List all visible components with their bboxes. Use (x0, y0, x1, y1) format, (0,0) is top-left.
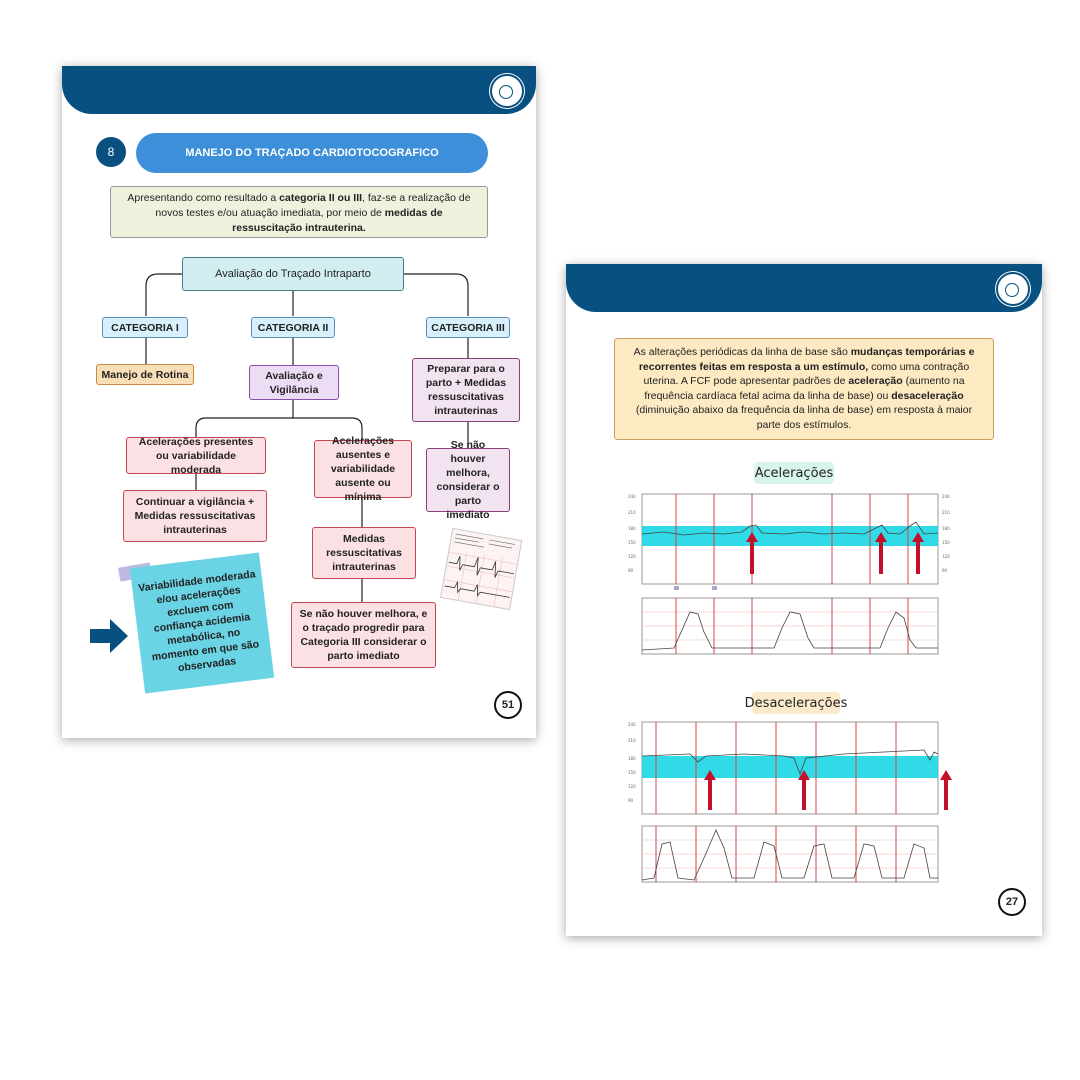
svg-text:240: 240 (628, 722, 636, 727)
desc-text-3: (aumento na frequência cardíaca fetal acima da linha de base) ou (644, 375, 965, 402)
svg-text:180: 180 (942, 526, 950, 531)
ctg-thumbnail-image (438, 528, 524, 612)
page-51 (62, 66, 536, 738)
category-3: CATEGORIA III (426, 317, 510, 338)
resuscitative-measures: Medidas ressuscitativas intrauterinas (312, 527, 416, 579)
arrow-right-icon (88, 616, 130, 656)
page-number: 51 (494, 691, 522, 719)
accelerations-absent: Acelerações ausentes e variabilidade ausente ou mínima (314, 440, 412, 498)
periodic-changes-box (614, 338, 994, 440)
intro-text-2: , faz-se a realização de novos testes e/ou atuação imediata, por meio de (155, 192, 471, 219)
svg-text:180: 180 (628, 756, 636, 761)
svg-text:150: 150 (942, 540, 950, 545)
svg-text:180: 180 (628, 526, 636, 531)
svg-text:150: 150 (628, 770, 636, 775)
page-27 (566, 264, 1042, 936)
category-1: CATEGORIA I (102, 317, 188, 338)
svg-text:210: 210 (942, 510, 950, 515)
svg-text:240: 240 (628, 494, 636, 499)
section-number: 8 (96, 137, 126, 167)
svg-text:90: 90 (628, 798, 634, 803)
desc-text-1: As alterações periódicas da linha de base são (633, 346, 851, 358)
accelerations-label: Acelerações (754, 462, 834, 484)
category-2: CATEGORIA II (251, 317, 335, 338)
svg-text:210: 210 (628, 738, 636, 743)
svg-text:120: 120 (628, 554, 636, 559)
intro-text-1: Apresentando como resultado a (127, 192, 280, 204)
accelerations-present: Acelerações presentes ou variabilidade moderada (126, 437, 266, 474)
svg-text:150: 150 (628, 540, 636, 545)
consider-immediate-delivery: Se não houver melhora, considerar o parto imediato (426, 448, 510, 512)
intro-bold-1: categoria II ou III (279, 192, 363, 204)
desc-bold-3: desaceleração (891, 389, 964, 402)
page-number: 27 (998, 888, 1026, 916)
evaluation-vigilance: Avaliação e Vigilância (249, 365, 339, 400)
svg-text:90: 90 (628, 568, 634, 573)
desc-bold-1: mudanças temporárias e recorrentes feitas em resposta a um estímulo, (638, 346, 975, 373)
svg-text:120: 120 (942, 554, 950, 559)
stethoscope-logo-icon (996, 272, 1030, 306)
prepare-delivery: Preparar para o parto + Medidas ressuscitativas intrauterinas (412, 358, 520, 422)
svg-text:90: 90 (942, 568, 948, 573)
svg-text:120: 120 (628, 784, 636, 789)
sticky-note: Variabilidade moderada e/ou acelerações excluem com confiança acidemia metabólica, no momento em que são observadas (130, 553, 274, 694)
svg-text:240: 240 (942, 494, 950, 499)
desc-text-4: (diminuição abaixo da frequência da linha de base) em resposta à maior parte dos estímulos. (635, 404, 973, 431)
ctg-accelerations-image (624, 490, 954, 658)
page-header (566, 264, 1042, 312)
intro-bold-2: medidas de ressuscitação intrauterina. (232, 207, 443, 234)
flow-root: Avaliação do Traçado Intraparto (182, 257, 404, 291)
desc-bold-2: aceleração (848, 375, 903, 387)
continue-vigilance: Continuar a vigilância + Medidas ressuscitativas intrauterinas (123, 490, 267, 542)
routine-management: Manejo de Rotina (96, 364, 194, 385)
ctg-decelerations-image (624, 718, 954, 886)
desc-text-2: como uma contração uterina. A FCF pode apresentar padrões de (643, 360, 970, 387)
decelerations-label: Desacelerações (752, 692, 840, 714)
section-title: MANEJO DO TRAÇADO CARDIOTOCOGRAFICO (136, 133, 488, 173)
progress-to-category-3: Se não houver melhora, e o traçado progredir para Categoria III considerar o parto imediato (291, 602, 436, 668)
svg-text:210: 210 (628, 510, 636, 515)
